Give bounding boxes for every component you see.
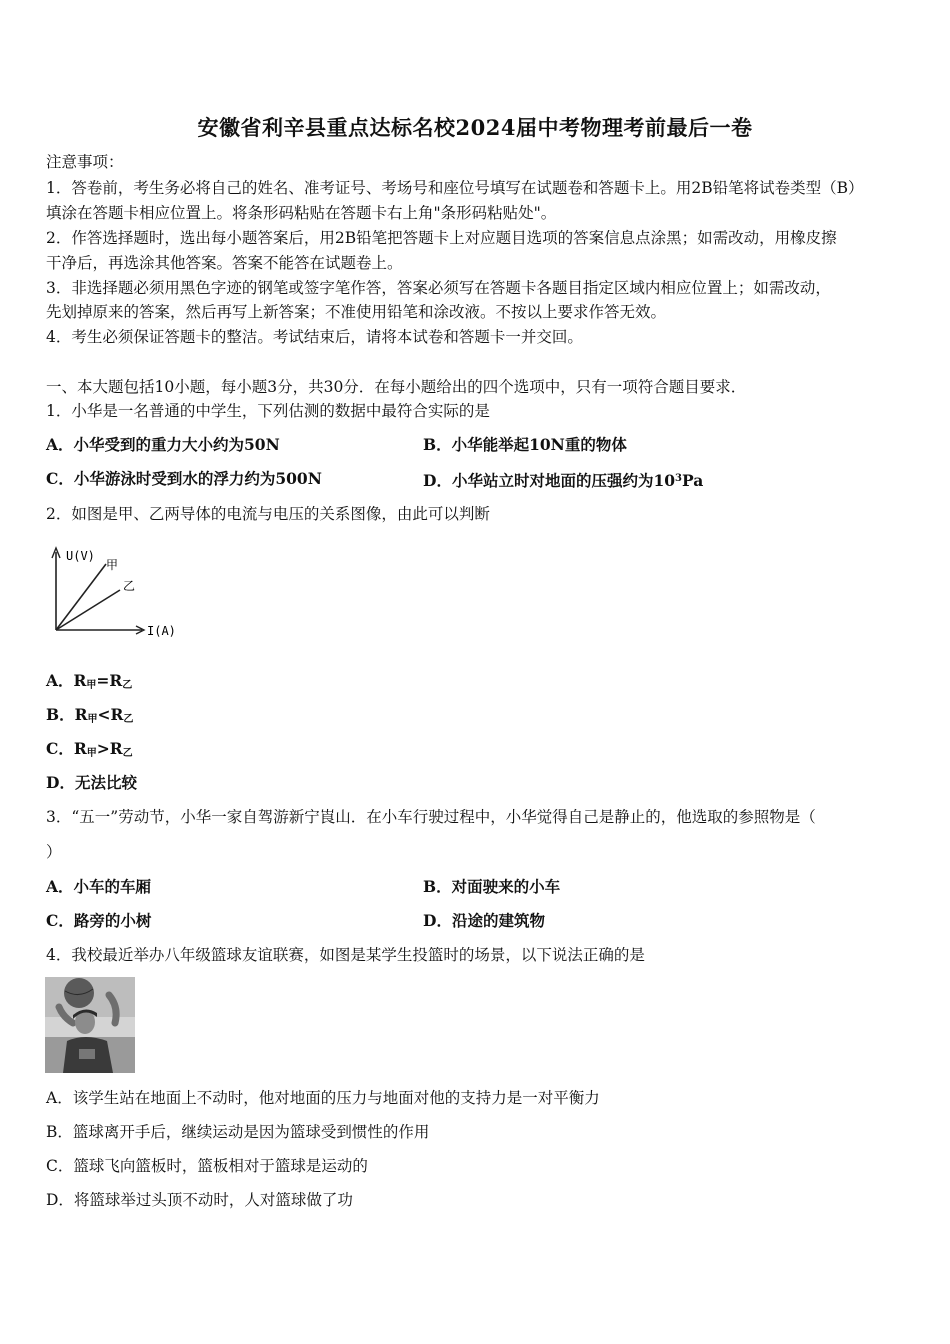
graph-label-jia: 甲 [106,558,119,572]
q2-option-d: D．无法比较 [46,773,137,792]
q4-basketball-photo [45,977,135,1073]
page-title: 安徽省利辛县重点达标名校2024届中考物理考前最后一卷 [197,115,753,140]
q1-option-c: C．小华游泳时受到水的浮力约为500N [46,469,322,488]
q1-option-d: D．小华站立时对地面的压强约为$10^3Pa$ [423,471,704,490]
q3-option-d: D．沿途的建筑物 [423,911,545,930]
q3-option-b: B．对面驶来的小车 [423,877,561,896]
q1-stem: 1．小华是一名普通的中学生，下列估测的数据中最符合实际的是 [46,402,490,420]
section-1-header: 一、本大题包括10小题，每小题3分，共30分．在每小题给出的四个选项中，只有一项符合题目要求． [46,378,747,396]
q2-stem: 2．如图是甲、乙两导体的电流与电压的关系图像，由此可以判断 [46,505,490,523]
q4-option-c: C．篮球飞向篮板时，篮板相对于篮球是运动的 [46,1157,368,1175]
notice-line-2: 填涂在答题卡相应位置上。将条形码粘贴在答题卡右上角"条形码粘贴处"。 [46,204,557,222]
q2-option-b: B．$R_甲<R_乙$ [46,705,134,725]
q1-option-b: B．小华能举起10N重的物体 [423,435,627,454]
graph-line-yi [56,590,120,630]
q4-option-d: D．将篮球举过头顶不动时，人对篮球做了功 [46,1191,353,1209]
q4-stem: 4．我校最近举办八年级篮球友谊联赛，如图是某学生投篮时的场景，以下说法正确的是 [46,946,645,964]
notice-heading: 注意事项： [46,153,124,171]
q2-option-a: A．$R_甲=R_乙$ [46,671,133,691]
graph-label-yi: 乙 [123,579,136,593]
graph-line-jia [56,564,106,630]
q1-option-a: A．小华受到的重力大小约为50N [46,435,280,454]
q3-option-c: C．路旁的小树 [46,911,152,930]
notice-line-7: 4．考生必须保证答题卡的整洁。考试结束后，请将本试卷和答题卡一并交回。 [46,328,583,346]
q3-option-a: A．小车的车厢 [46,877,152,896]
q1-options-row-1 [46,435,906,455]
q3-options-row-1 [46,877,906,897]
q3-stem: 3．“五一”劳动节，小华一家自驾游新宁崀山．在小车行驶过程中，小华觉得自己是静止的，他选取的参照物是（ [46,808,816,826]
notice-line-4: 干净后，再选涂其他答案。答案不能答在试题卷上。 [46,254,403,272]
notice-line-1: 1．答卷前，考生务必将自己的姓名、准考证号、考场号和座位号填写在试题卷和答题卡上。用2B铅笔将试卷类型（B） [46,179,864,197]
q2-option-c: C．$R_甲>R_乙$ [46,739,133,759]
q2-ui-graph [44,542,184,642]
q4-option-a: A．该学生站在地面上不动时，他对地面的压力与地面对他的支持力是一对平衡力 [46,1089,600,1107]
graph-x-label: I(A) [147,624,176,638]
notice-line-5: 3．非选择题必须用黑色字迹的钢笔或签字笔作答，答案必须写在答题卡各题目指定区域内相应位置上；如需改动， [46,279,831,297]
q4-option-b: B．篮球离开手后，继续运动是因为篮球受到惯性的作用 [46,1123,430,1141]
notice-line-6: 先划掉原来的答案，然后再写上新答案；不准使用铅笔和涂改液。不按以上要求作答无效。 [46,303,667,321]
q3-stem-cont: ） [46,843,62,861]
q3-options-row-2 [46,911,906,931]
graph-y-label: U(V) [66,549,95,563]
notice-line-3: 2．作答选择题时，选出每小题答案后，用2B铅笔把答题卡上对应题目选项的答案信息点涂黑；如需改动，用橡皮擦 [46,229,837,247]
q1-options-row-2 [46,469,906,489]
